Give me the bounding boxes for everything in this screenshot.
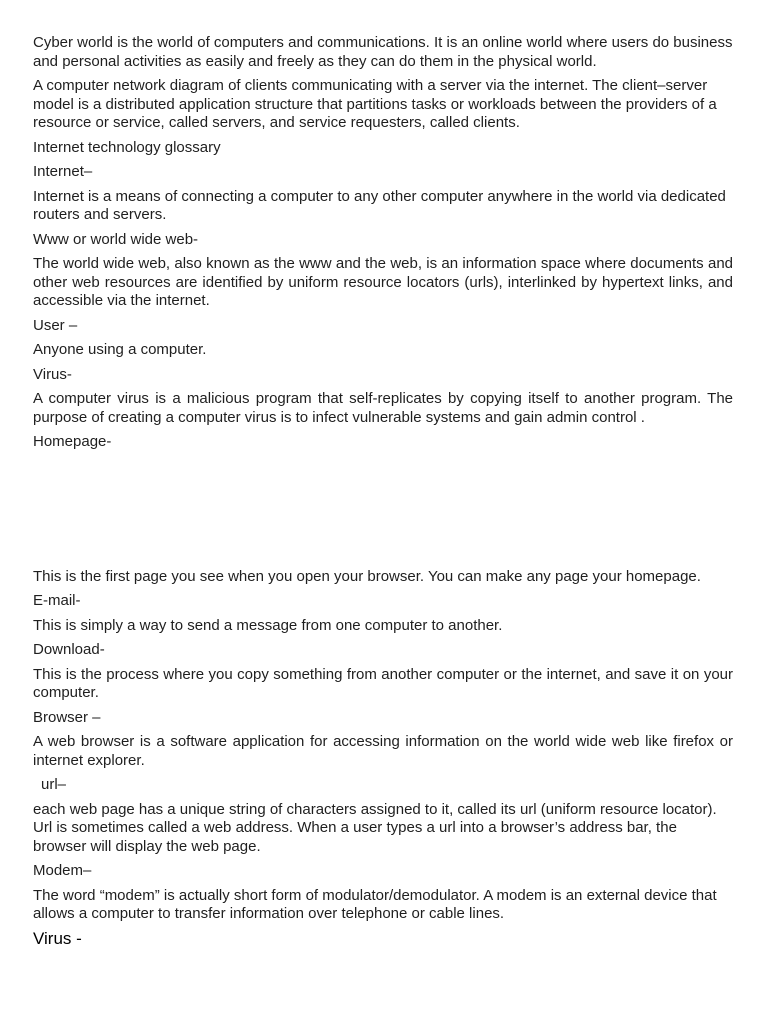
term-virus-final: Virus - bbox=[33, 928, 82, 948]
term-email: E-mail- bbox=[33, 592, 81, 609]
definition-modem: The word “modem” is actually short form of modulator/demodulator. A modem is an external device that allows a computer to transfer information over telephone or cable lines. bbox=[33, 886, 717, 922]
definition-homepage: This is the first page you see when you open your browser. You can make any page your homepage. bbox=[33, 567, 701, 585]
term-internet: Internet– bbox=[33, 163, 93, 180]
definition-www: The world wide web, also known as the www and the web, is an information space where documents and other web resources are identified by uniform resource locators (urls), interlinked by hypertext links, and accessible via the internet. bbox=[33, 255, 733, 309]
term-url: url– bbox=[41, 776, 67, 793]
term-download: Download- bbox=[33, 641, 105, 658]
definition-virus: A computer virus is a malicious program that self-replicates by copying itself to another program. The purpose of creating a computer virus is to infect vulnerable systems and gain admin control . bbox=[33, 390, 733, 426]
document-page bbox=[33, 34, 733, 954]
term-user: User – bbox=[33, 316, 78, 334]
glossary-title: Internet technology glossary bbox=[33, 138, 221, 156]
definition-download: This is the process where you copy something from another computer or the internet, and save it on your computer. bbox=[33, 665, 733, 701]
definition-user: Anyone using a computer. bbox=[33, 341, 207, 358]
intro-paragraph-2: A computer network diagram of clients communicating with a server via the internet. The client–server model is a distributed application structure that partitions tasks or workloads between the providers of a resource or service, called servers, and service requesters, called clients. bbox=[33, 77, 717, 131]
intro-paragraph-1: Cyber world is the world of computers and communications. It is an online world where users do business and personal activities as easily and freely as they can do them in the physical world. bbox=[33, 34, 733, 70]
definition-browser: A web browser is a software application for accessing information on the world wide web like firefox or internet explorer. bbox=[33, 733, 733, 769]
term-homepage: Homepage- bbox=[33, 433, 112, 450]
definition-url: each web page has a unique string of characters assigned to it, called its url (uniform resource locator). Url is sometimes called a web address. When a user types a url into a browser’s address bar, the browser will display the web page. bbox=[33, 800, 717, 855]
term-virus: Virus- bbox=[33, 365, 72, 383]
definition-internet: Internet is a means of connecting a computer to any other computer anywhere in the world via dedicated routers and servers. bbox=[33, 187, 726, 223]
definition-email: This is simply a way to send a message from one computer to another. bbox=[33, 616, 503, 634]
blank-space bbox=[33, 458, 733, 568]
term-browser: Browser – bbox=[33, 708, 101, 726]
term-modem: Modem– bbox=[33, 862, 92, 879]
term-www: Www or world wide web- bbox=[33, 230, 199, 248]
